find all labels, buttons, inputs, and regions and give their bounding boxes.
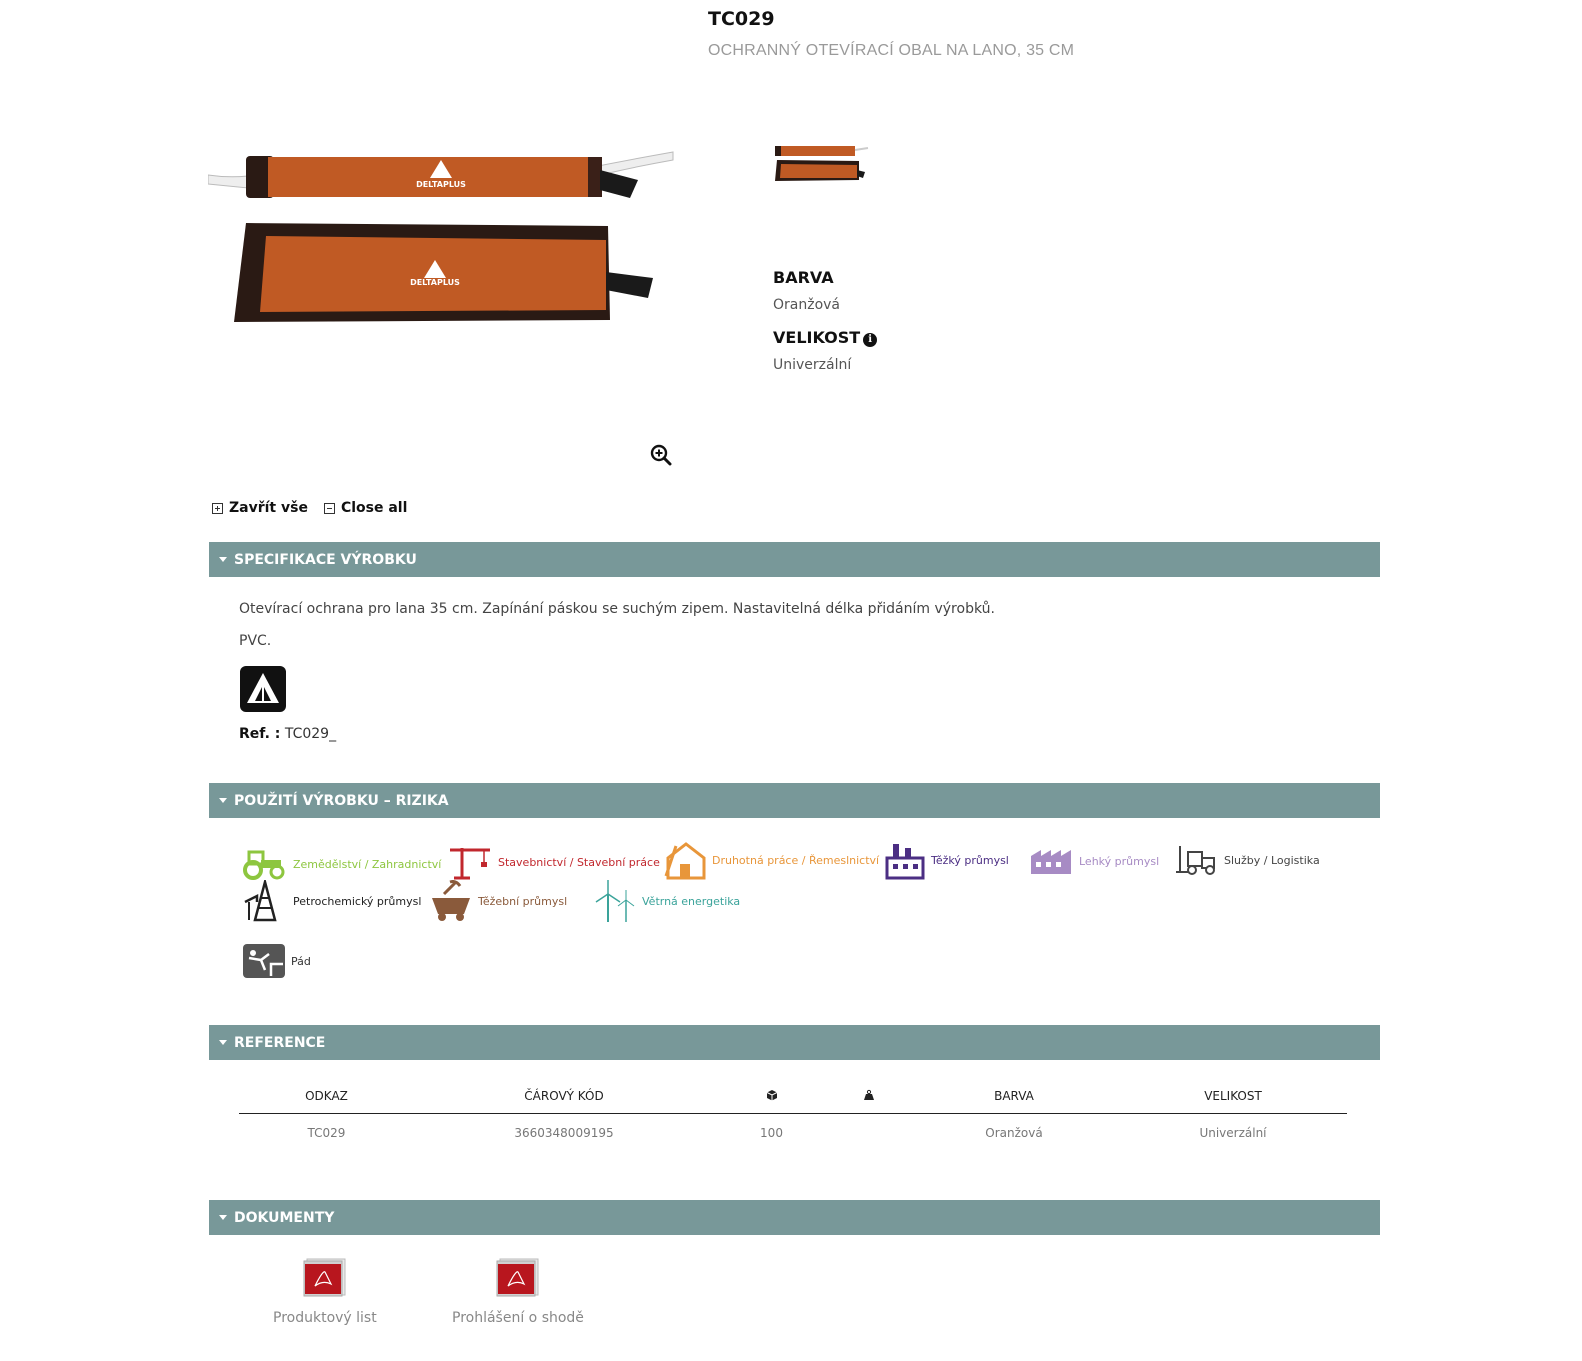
risk-label: Druhotná práce / Řemeslnictví	[712, 853, 880, 867]
pdf-icon	[301, 1258, 349, 1298]
tractor-icon	[243, 848, 287, 880]
svg-text:DELTAPLUS: DELTAPLUS	[416, 180, 466, 189]
section-title-reference: REFERENCE	[234, 1034, 326, 1051]
color-value: Oranžová	[773, 297, 841, 313]
document-declaration-conformity[interactable]	[452, 1258, 584, 1326]
section-title-spec: SPECIFIKACE VÝROBKU	[234, 551, 417, 568]
spec-ref	[239, 726, 336, 742]
section-header-reference[interactable]	[209, 1025, 1380, 1060]
product-main-image	[208, 140, 683, 340]
cell-ref: TC029	[307, 1126, 346, 1141]
risk-label: Lehký průmysl	[1079, 854, 1160, 868]
risk-heavy-industry	[885, 840, 1009, 880]
size-label: VELIKOST	[773, 328, 861, 347]
ref-label: Ref. :	[239, 726, 281, 742]
box-icon	[766, 1089, 778, 1101]
document-label: Prohlášení o shodě	[452, 1310, 584, 1326]
info-icon[interactable]: i	[863, 333, 877, 347]
light-industry-icon	[1029, 846, 1073, 876]
column-header-size: VELIKOST	[1119, 1080, 1347, 1113]
table-row	[239, 1113, 1347, 1153]
house-icon	[664, 840, 706, 880]
heavy-industry-icon	[885, 840, 925, 880]
risk-label: Těžký průmysl	[931, 853, 1009, 867]
close-all-label: Close all	[340, 500, 408, 516]
svg-text:DELTAPLUS: DELTAPLUS	[410, 278, 460, 287]
risk-mining	[430, 880, 567, 922]
risk-agriculture	[243, 848, 441, 880]
cell-weight	[829, 1113, 909, 1153]
forklift-icon	[1176, 844, 1218, 876]
expand-all-label: Zavřít vše	[229, 500, 308, 516]
expand-all-button[interactable]	[212, 500, 308, 516]
caret-down-icon	[219, 798, 227, 803]
document-product-sheet[interactable]	[273, 1258, 377, 1326]
section-header-spec[interactable]	[209, 542, 1380, 577]
product-subtitle: OCHRANNÝ OTEVÍRACÍ OBAL NA LANO, 35 CM	[708, 42, 1075, 59]
reference-table	[239, 1080, 1347, 1153]
weight-icon	[864, 1089, 874, 1101]
risk-fall	[243, 944, 311, 978]
caret-down-icon	[219, 1215, 227, 1220]
cell-color: Oranžová	[985, 1126, 1043, 1141]
column-header-barcode: ČÁROVÝ KÓD	[414, 1080, 714, 1113]
fall-icon	[243, 944, 285, 978]
risk-wind-energy	[594, 880, 740, 922]
section-header-documents[interactable]	[209, 1200, 1380, 1235]
plus-square-icon	[212, 503, 223, 514]
spec-material: PVC.	[239, 633, 272, 649]
ref-value: TC029_	[284, 726, 337, 742]
oil-rig-icon	[243, 880, 287, 922]
column-header-color: BARVA	[909, 1080, 1119, 1113]
column-header-quantity	[714, 1080, 829, 1113]
size-label-row	[773, 328, 877, 347]
table-header-row	[239, 1080, 1347, 1113]
column-header-weight	[829, 1080, 909, 1113]
risk-label: Pád	[291, 954, 311, 968]
pdf-icon	[494, 1258, 542, 1298]
risk-light-industry	[1029, 846, 1159, 876]
cell-quantity: 100	[760, 1126, 783, 1141]
column-header-ref: ODKAZ	[239, 1080, 414, 1113]
risk-label: Větrná energetika	[642, 894, 741, 908]
spec-description: Otevírací ochrana pro lana 35 cm. Zapínání páskou se suchým zipem. Nastavitelná délka přidáním výrobků.	[239, 601, 995, 617]
risk-petrochemical	[243, 880, 421, 922]
risk-label: Těžební průmysl	[478, 894, 568, 908]
zoom-in-icon[interactable]	[650, 444, 672, 466]
document-label: Produktový list	[273, 1310, 377, 1326]
caret-down-icon	[219, 557, 227, 562]
risk-label: Zemědělství / Zahradnictví	[293, 857, 442, 871]
toggle-bar	[212, 500, 415, 516]
caret-down-icon	[219, 1040, 227, 1045]
minus-square-icon	[324, 503, 335, 514]
section-header-usage[interactable]	[209, 783, 1380, 818]
section-title-usage: POUŽITÍ VÝROBKU – RIZIKA	[234, 792, 449, 809]
risk-label: Petrochemický průmysl	[293, 894, 422, 908]
size-value: Univerzální	[773, 357, 852, 373]
deltaplus-logo-icon	[239, 665, 287, 713]
cell-barcode: 3660348009195	[514, 1126, 614, 1141]
close-all-button[interactable]	[324, 500, 407, 516]
risk-logistics	[1176, 844, 1320, 876]
mine-cart-icon	[430, 880, 472, 922]
wind-turbine-icon	[594, 880, 636, 922]
product-code: TC029	[708, 8, 775, 30]
risk-label: Stavebnictví / Stavební práce	[498, 855, 660, 869]
risk-label: Služby / Logistika	[1224, 853, 1320, 867]
risk-crafts	[664, 840, 879, 880]
crane-icon	[448, 844, 492, 880]
risk-construction	[448, 844, 660, 880]
product-thumbnail[interactable]	[773, 140, 869, 186]
cell-size: Univerzální	[1199, 1126, 1267, 1141]
section-title-documents: DOKUMENTY	[234, 1209, 335, 1226]
color-label: BARVA	[773, 268, 834, 287]
